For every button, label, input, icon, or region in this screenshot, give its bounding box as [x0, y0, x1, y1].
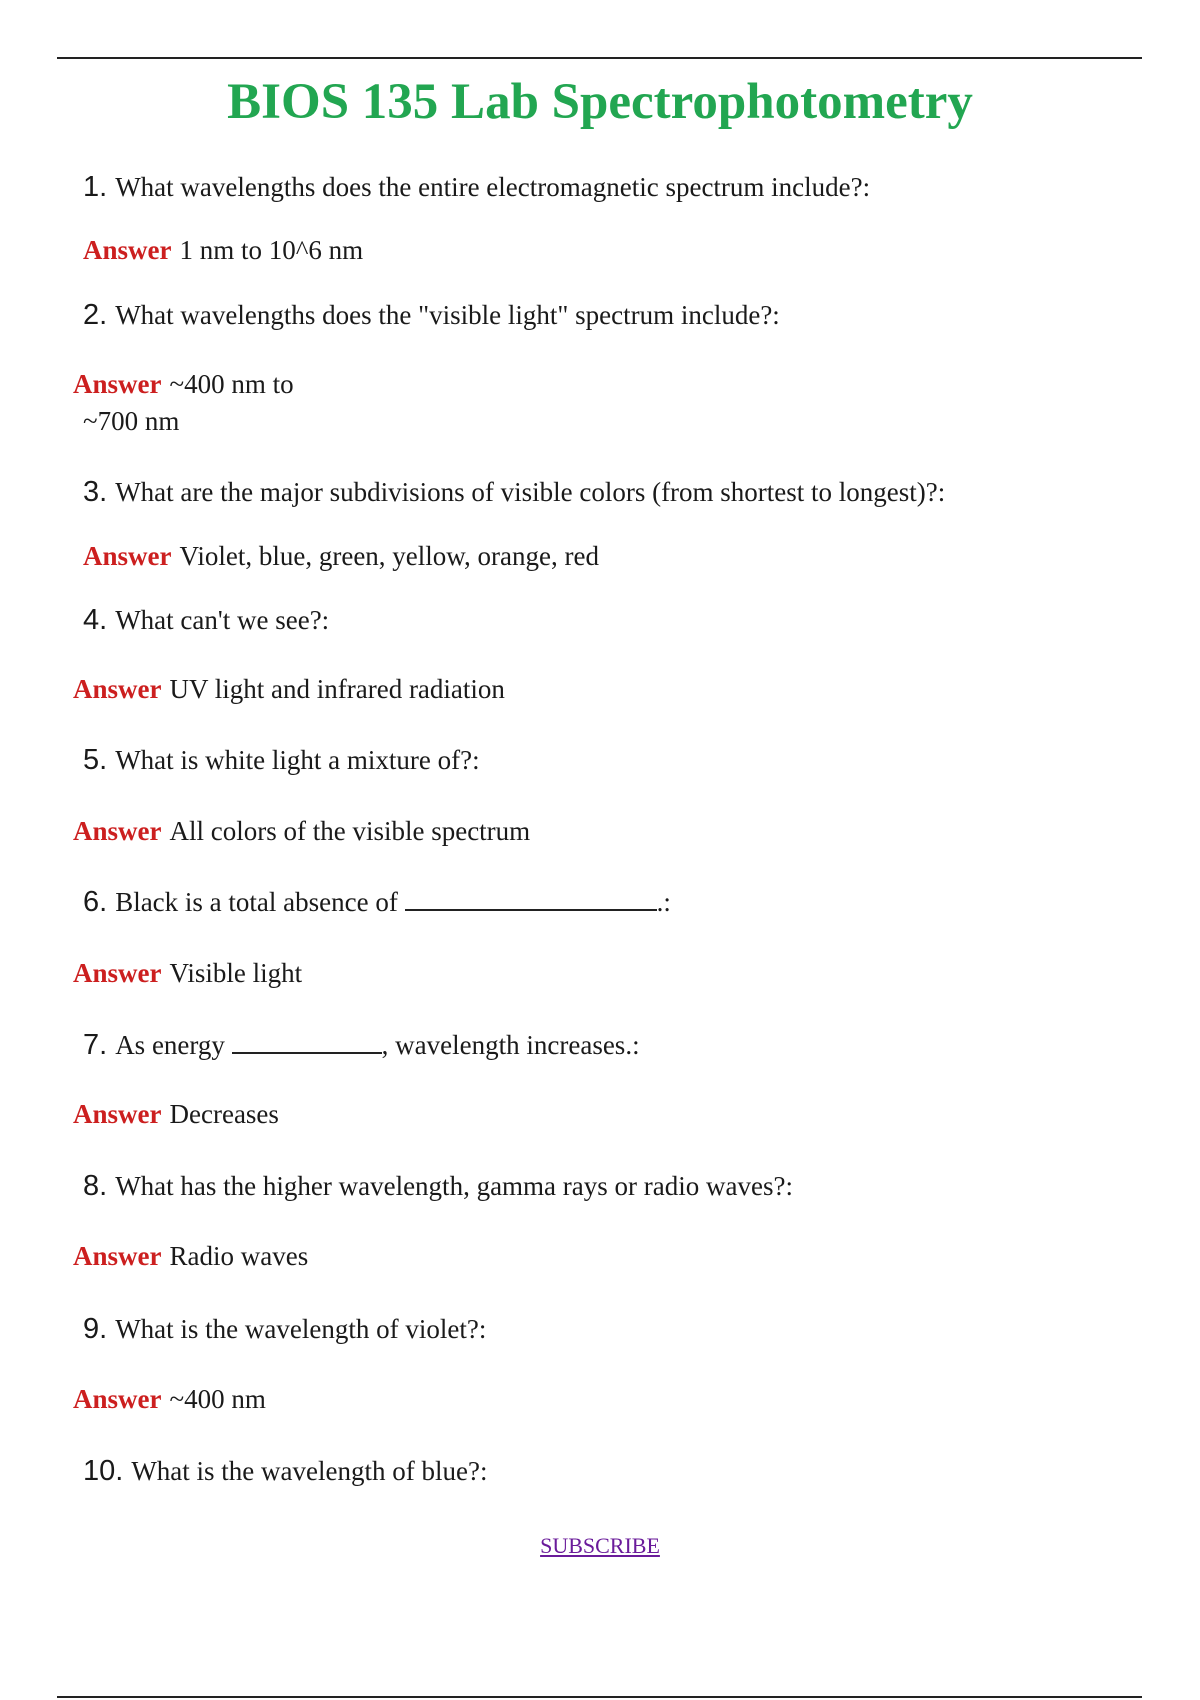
answer-5 — [73, 815, 530, 847]
bottom-rule — [57, 1696, 1142, 1698]
question-number: 4. — [83, 604, 108, 636]
question-5 — [83, 743, 480, 778]
answer-2-continued — [83, 405, 179, 437]
question-text: What wavelengths does the "visible light" spectrum include?: — [115, 300, 780, 330]
answer-8 — [73, 1240, 308, 1272]
question-8 — [83, 1169, 793, 1204]
page-title: BIOS 135 Lab Spectrophotometry — [227, 74, 973, 130]
question-text: What is the wavelength of violet?: — [115, 1314, 487, 1344]
answer-7 — [73, 1098, 279, 1130]
question-4 — [83, 603, 329, 638]
answer-2 — [73, 368, 294, 400]
answer-text: All colors of the visible spectrum — [169, 816, 531, 846]
answer-text: UV light and infrared radiation — [169, 674, 505, 704]
question-text-after: , wavelength increases.: — [381, 1030, 640, 1060]
question-text: What is white light a mixture of?: — [115, 745, 480, 775]
question-1 — [83, 170, 870, 205]
answer-label: Answer — [83, 541, 172, 571]
question-number: 6. — [83, 886, 108, 918]
question-text: What wavelengths does the entire electromagnetic spectrum include?: — [115, 172, 871, 202]
question-text: What can't we see?: — [115, 605, 330, 635]
question-text-before: Black is a total absence of — [115, 887, 398, 917]
answer-6 — [73, 957, 302, 989]
question-text: What has the higher wavelength, gamma rays or radio waves?: — [115, 1171, 793, 1201]
answer-label: Answer — [73, 1384, 162, 1414]
question-text: What are the major subdivisions of visible colors (from shortest to longest)?: — [115, 477, 946, 507]
answer-1 — [83, 234, 363, 266]
question-10 — [83, 1454, 487, 1489]
question-9 — [83, 1312, 486, 1347]
question-number: 9. — [83, 1313, 108, 1345]
question-text: What is the wavelength of blue?: — [131, 1456, 488, 1486]
answer-text: 1 nm to 10^6 nm — [179, 235, 364, 265]
question-2 — [83, 298, 780, 333]
answer-text: ~400 nm to — [169, 369, 294, 399]
fill-in-blank — [232, 1030, 382, 1054]
answer-text: Visible light — [169, 958, 303, 988]
answer-label: Answer — [73, 1099, 162, 1129]
question-7 — [83, 1028, 640, 1063]
top-rule — [57, 57, 1142, 59]
question-3 — [83, 475, 945, 510]
answer-9 — [73, 1383, 266, 1415]
question-text-before: As energy — [115, 1030, 225, 1060]
subscribe-container — [0, 1533, 1200, 1559]
answer-label: Answer — [73, 369, 162, 399]
answer-text: Violet, blue, green, yellow, orange, red — [179, 541, 599, 571]
answer-4 — [73, 673, 505, 705]
answer-label: Answer — [73, 674, 162, 704]
answer-label: Answer — [73, 958, 162, 988]
answer-label: Answer — [73, 1241, 162, 1271]
question-6 — [83, 885, 671, 920]
question-number: 2. — [83, 299, 108, 331]
question-number: 8. — [83, 1170, 108, 1202]
fill-in-blank — [405, 887, 657, 911]
answer-label: Answer — [83, 235, 172, 265]
question-text-after: .: — [656, 887, 671, 917]
question-number: 3. — [83, 476, 108, 508]
answer-3 — [83, 540, 599, 572]
subscribe-link[interactable]: SUBSCRIBE — [540, 1533, 660, 1558]
question-number: 7. — [83, 1029, 108, 1061]
answer-label: Answer — [73, 816, 162, 846]
answer-text: ~700 nm — [83, 406, 180, 436]
answer-text: ~400 nm — [169, 1384, 266, 1414]
answer-text: Radio waves — [169, 1241, 309, 1271]
question-number: 1. — [83, 171, 108, 203]
question-number: 5. — [83, 744, 108, 776]
answer-text: Decreases — [169, 1099, 279, 1129]
question-number: 10. — [83, 1455, 124, 1487]
